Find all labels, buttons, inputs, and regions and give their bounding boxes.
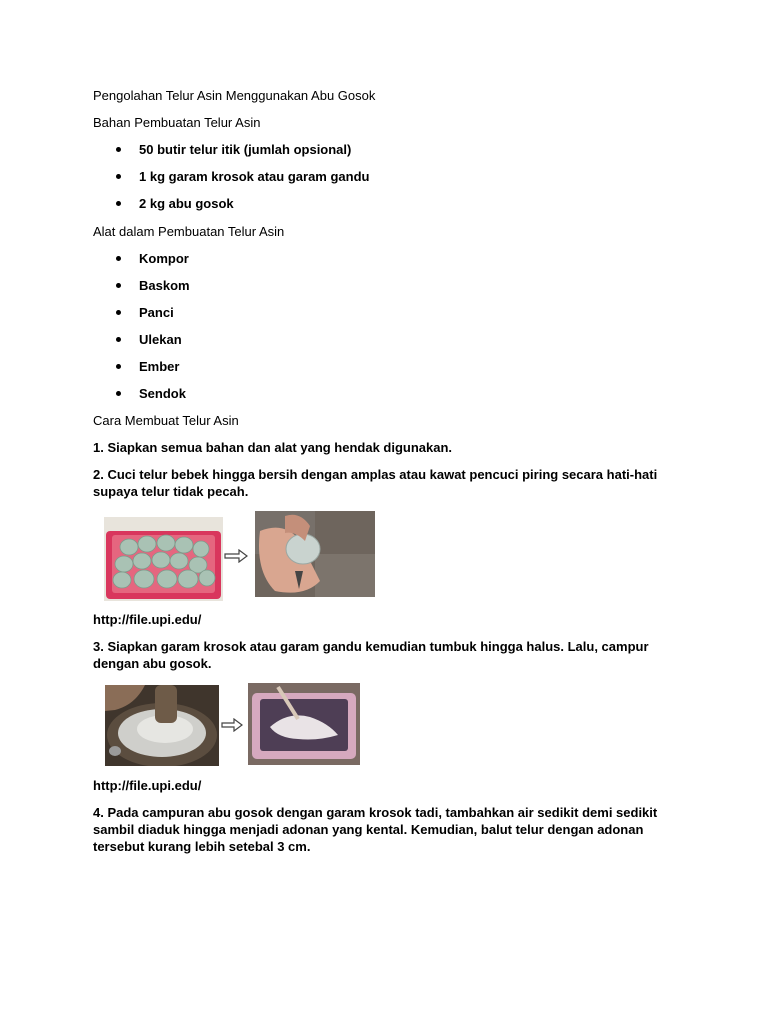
washing-egg-photo	[255, 511, 375, 597]
document-title: Pengolahan Telur Asin Menggunakan Abu Gosok	[93, 88, 376, 103]
bullet-icon	[116, 364, 121, 369]
list-item: Panci	[93, 304, 683, 321]
image-row-mixing	[93, 682, 683, 766]
list-item: 2 kg abu gosok	[93, 195, 683, 212]
list-item: Sendok	[93, 385, 683, 402]
bullet-icon	[116, 201, 121, 206]
cara-heading: Cara Membuat Telur Asin	[93, 413, 239, 428]
step-1: 1. Siapkan semua bahan dan alat yang hendak digunakan.	[93, 440, 453, 455]
image-source-2: http://file.upi.edu/	[93, 778, 202, 793]
bullet-icon	[116, 391, 121, 396]
alat-list	[93, 250, 683, 402]
step-4: 4. Pada campuran abu gosok dengan garam krosok tadi, tambahkan air sedikit demi sedikit sambil diaduk hingga menjadi adonan yang kental. Kemudian, balut telur dengan adonan tersebut kurang lebih setebal 3 cm.	[93, 805, 658, 854]
bullet-icon	[116, 256, 121, 261]
eggs-in-basket-photo	[104, 517, 223, 601]
list-item: 50 butir telur itik (jumlah opsional)	[93, 141, 683, 158]
arrow-right-icon	[223, 549, 249, 563]
list-item: Kompor	[93, 250, 683, 267]
bahan-list	[93, 141, 683, 212]
pounding-salt-photo	[105, 685, 219, 766]
step-2: 2. Cuci telur bebek hingga bersih dengan amplas atau kawat pencuci piring secara hati-hati supaya telur tidak pecah.	[93, 467, 658, 499]
bullet-icon	[116, 337, 121, 342]
list-item: Ember	[93, 358, 683, 375]
bullet-icon	[116, 174, 121, 179]
arrow-right-icon	[220, 718, 244, 732]
list-item: Ulekan	[93, 331, 683, 348]
bullet-icon	[116, 147, 121, 152]
image-source-1: http://file.upi.edu/	[93, 612, 202, 627]
mixing-ash-photo	[248, 683, 360, 765]
bullet-icon	[116, 283, 121, 288]
list-item: Baskom	[93, 277, 683, 294]
alat-heading: Alat dalam Pembuatan Telur Asin	[93, 224, 285, 239]
list-item: 1 kg garam krosok atau garam gandu	[93, 168, 683, 185]
bullet-icon	[116, 310, 121, 315]
step-3: 3. Siapkan garam krosok atau garam gandu kemudian tumbuk hingga halus. Lalu, campur dengan abu gosok.	[93, 639, 649, 671]
bahan-heading: Bahan Pembuatan Telur Asin	[93, 115, 261, 130]
document-body	[93, 87, 683, 855]
image-row-washing	[93, 511, 683, 601]
